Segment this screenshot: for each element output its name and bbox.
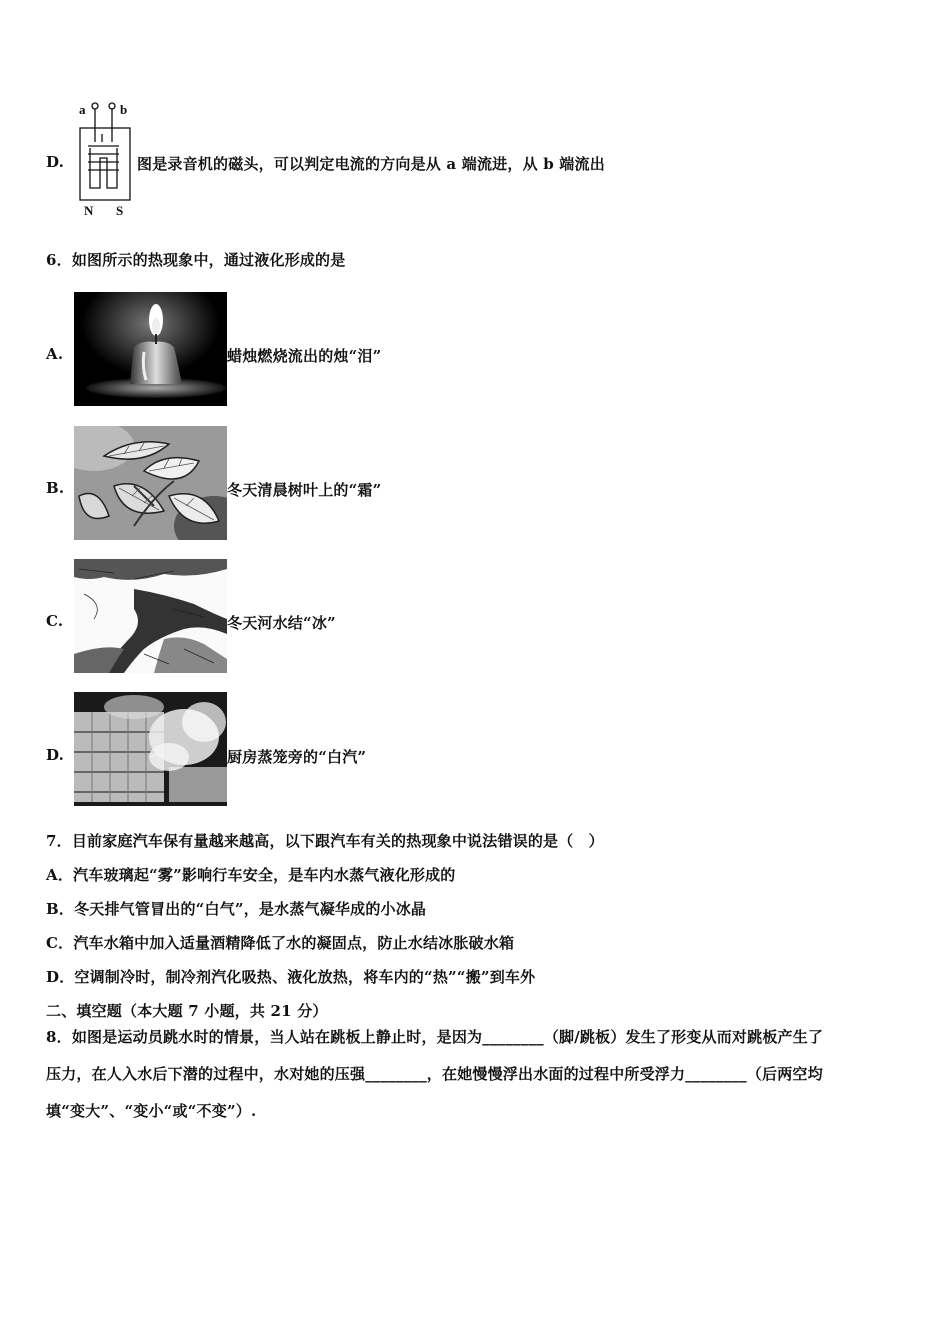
q6-option-d-label: D. [46,746,65,764]
q6-option-b-label: B. [46,479,65,497]
q7-stem: 7．目前家庭汽车保有量越来越高，以下跟汽车有关的热现象中说法错误的是（ ） [46,832,604,850]
q6-option-c-text: 冬天河水结“冰” [227,614,336,632]
label-b: b [120,102,128,117]
q8-line-3: 填“变大”、“变小“或“不变”）. [46,1102,257,1120]
label-n: N [84,203,94,218]
q5-option-d-label: D. [46,153,65,171]
label-s: S [116,203,124,218]
q8-line-2: 压力，在人入水后下潜的过程中，水对她的压强________，在她慢慢浮出水面的过程中所受浮力________（后两空均 [46,1065,823,1083]
q6-option-a-label: A. [46,345,64,363]
q7-option-b: B．冬天排气管冒出的“白气”，是水蒸气凝华成的小冰晶 [46,900,427,918]
q6-option-d-text: 厨房蒸笼旁的“白汽” [227,748,367,766]
section-heading: 二、填空题（本大题 7 小题，共 21 分） [46,1002,328,1020]
frozen-river-photo [74,559,227,673]
q5-option-d-text: 图是录音机的磁头，可以判定电流的方向是从 a 端流进，从 b 端流出 [137,155,605,173]
q8-line-1: 8．如图是运动员跳水时的情景，当人站在跳板上静止时，是因为________（脚/跳板）发生了形变从而对跳板产生了 [46,1028,824,1046]
q6-option-a-text: 蜡烛燃烧流出的烛“泪” [227,347,382,365]
q6-option-b-text: 冬天清晨树叶上的“霜” [227,481,382,499]
steamer-photo [74,692,227,806]
q6-stem: 6．如图所示的热现象中，通过液化形成的是 [46,251,346,269]
candle-photo [74,292,227,406]
frosted-leaves-photo [74,426,227,540]
q7-option-c: C．汽车水箱中加入适量酒精降低了水的凝固点，防止水结冰胀破水箱 [46,934,515,952]
label-a: a [79,102,86,117]
q6-option-c-label: C. [46,612,64,630]
q7-option-d: D．空调制冷时，制冷剂汽化吸热、液化放热，将车内的“热”“搬”到车外 [46,968,536,986]
magnetic-head-diagram [74,98,136,220]
q7-option-a: A．汽车玻璃起“雾”影响行车安全，是车内水蒸气液化形成的 [46,866,456,884]
